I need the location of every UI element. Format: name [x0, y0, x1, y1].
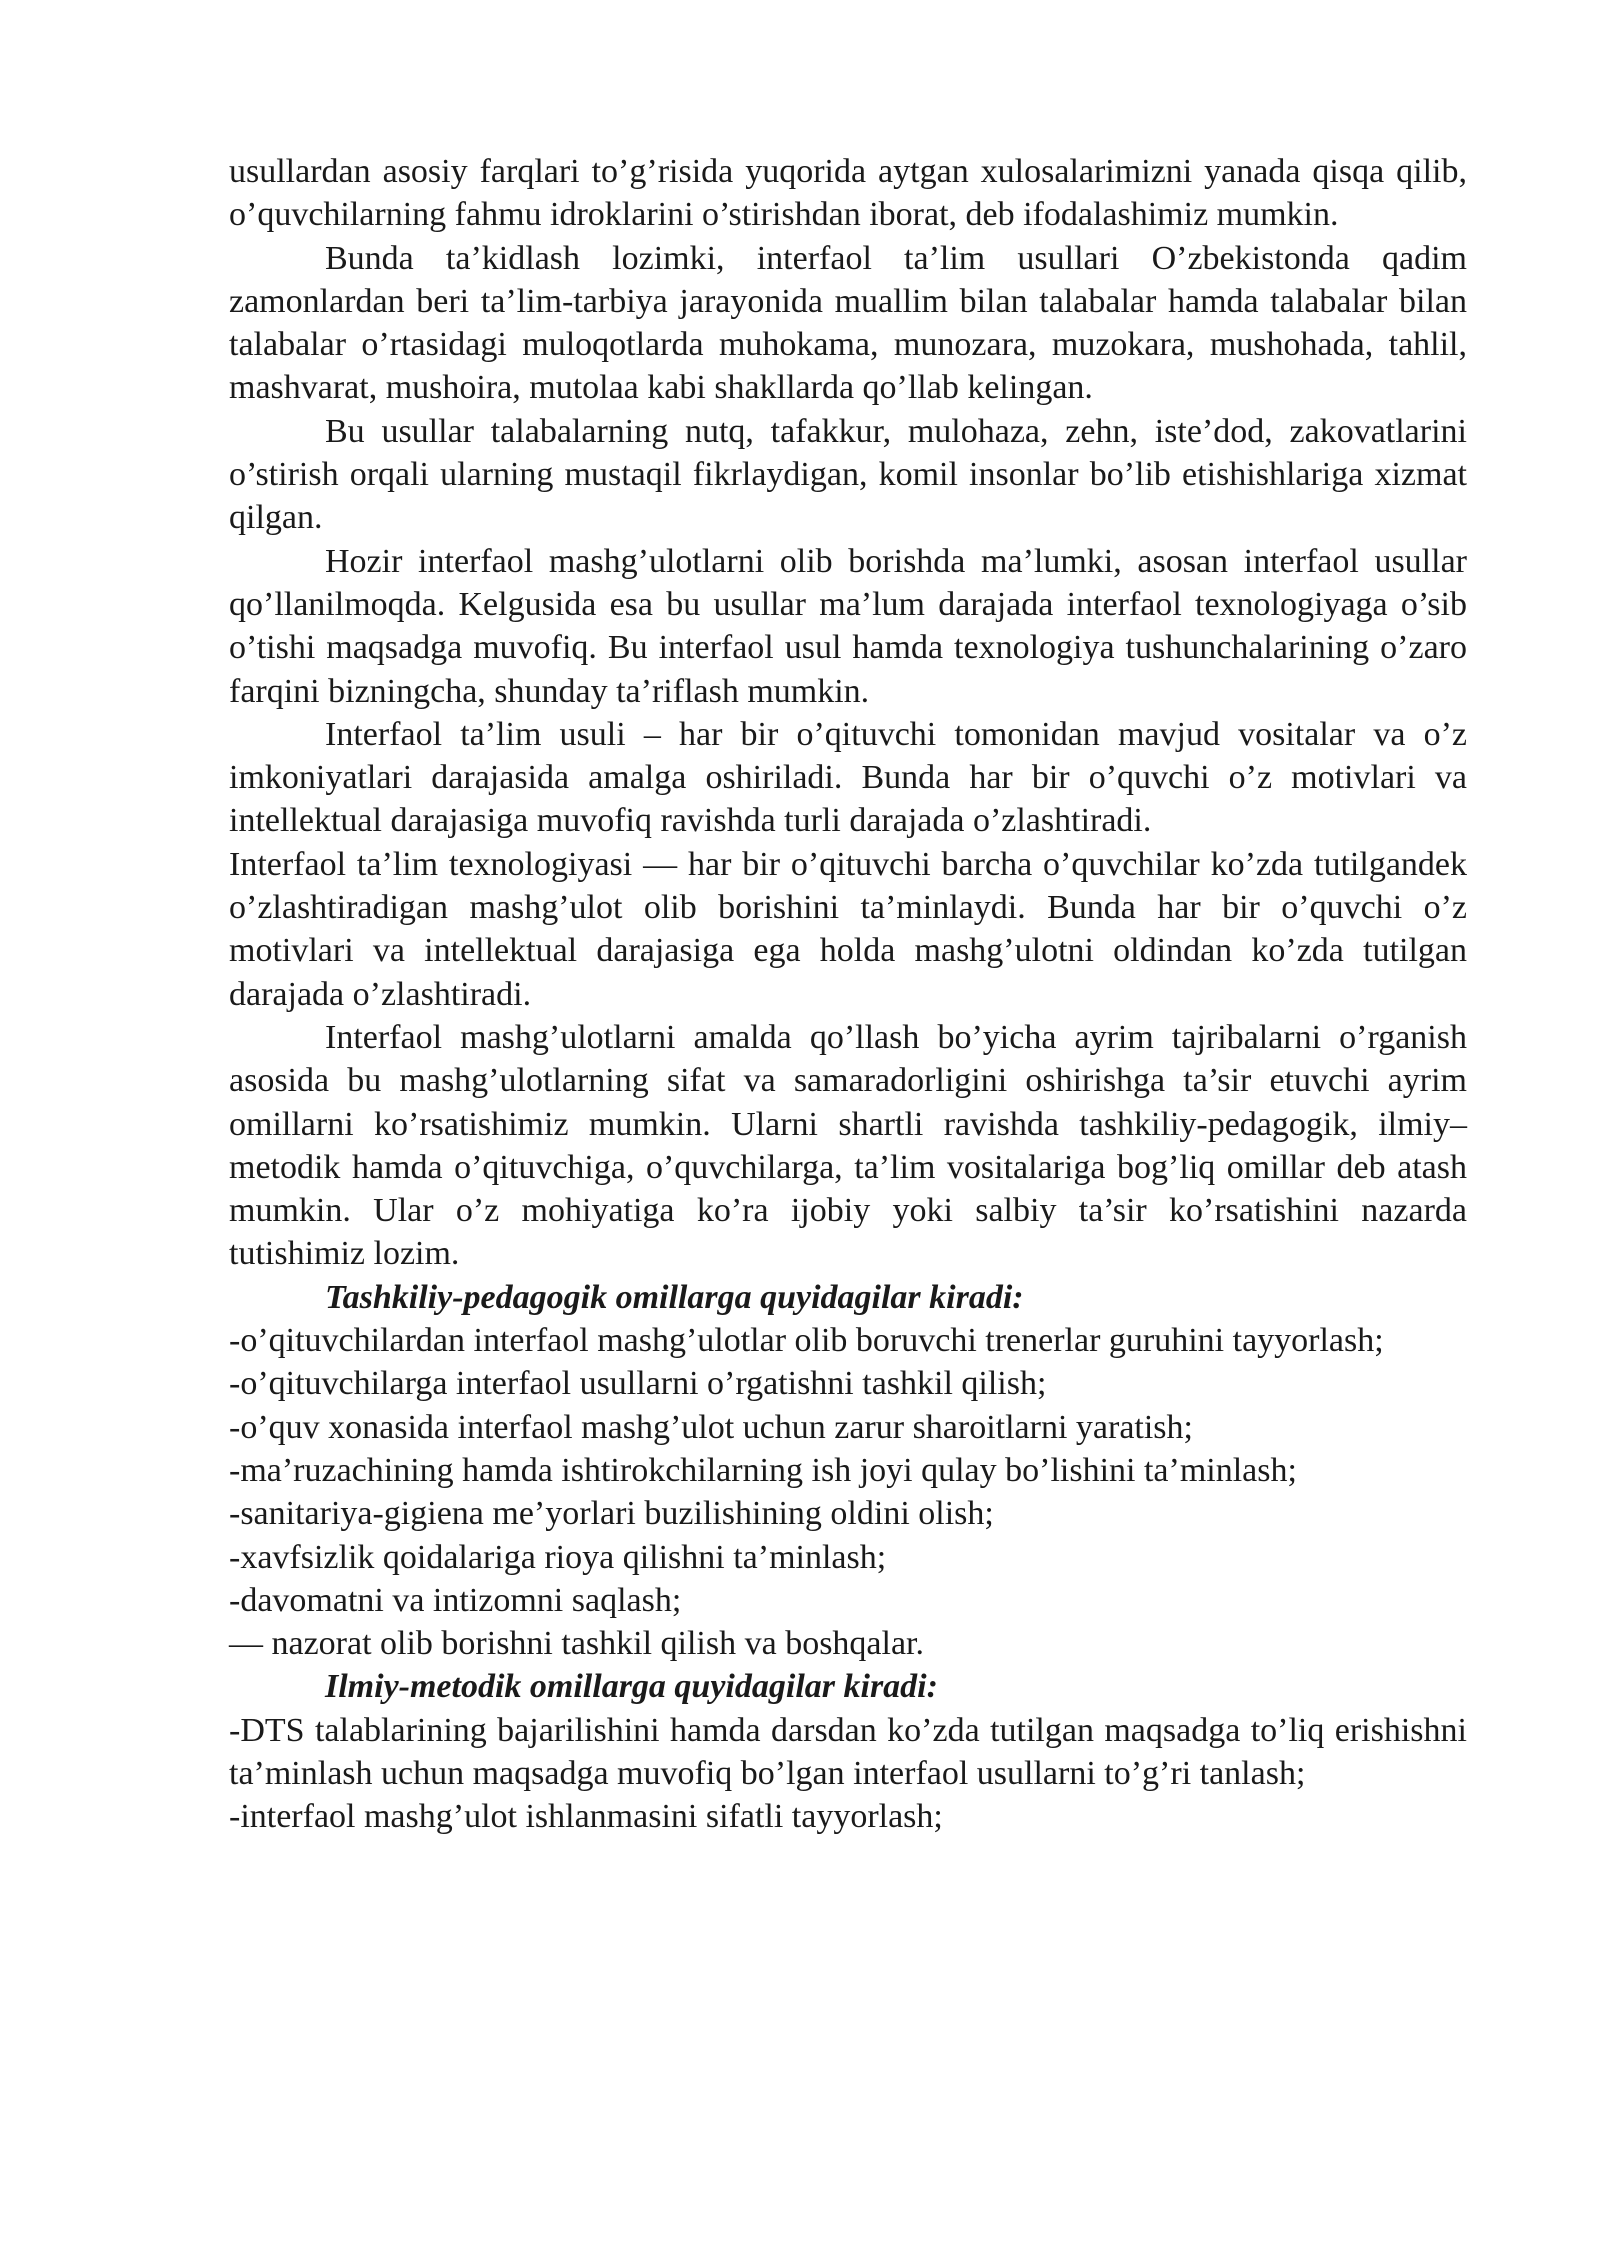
list-item: -davomatni va intizomni saqlash;	[229, 1581, 682, 1619]
list-item: -DTS talablarining bajarilishini hamda darsdan ko’zda tutilgan maqsadga to’liq erishishni ta’minlash uchun maqsadga muvofiq bo’lgan interfaol usullarni to’g’ri tanlash;	[229, 1711, 1467, 1792]
list-item: -o’qituvchilarga interfaol usullarni o’rgatishni tashkil qilish;	[229, 1365, 1047, 1403]
paragraph-4: Hozir interfaol mashg’ulotlarni olib borishda ma’lumki, asosan interfaol usullar qo’llanilmoqda. Kelgusida esa bu usullar ma’lum darajada interfaol texnologiyaga o’sib o’tishi maqsadga muvofiq. Bu interfaol usul hamda texnologiya tushunchalarining o’zaro farqini bizningcha, shunday ta’riflash mumkin.	[229, 542, 1467, 710]
list-item: -o’qituvchilardan interfaol mashg’ulotlar olib boruvchi trenerlar guruhini tayyorlash;	[229, 1322, 1384, 1360]
list-item: -sanitariya-gigiena me’yorlari buzilishining oldini olish;	[229, 1495, 994, 1533]
list-item: -o’quv xonasida interfaol mashg’ulot uchun zarur sharoitlarni yaratish;	[229, 1408, 1193, 1446]
paragraph-6: Interfaol ta’lim texnologiyasi — har bir o’qituvchi barcha o’quvchilar ko’zda tutilgandek o’zlashtiradigan mashg’ulot olib borishini ta’minlaydi. Bunda har bir o’quvchi o’z motivlari va intellektual darajasiga ega holda mashg’ulotni oldindan ko’zda tutilgan darajada o’zlashtiradi.	[229, 845, 1467, 1013]
document-page	[229, 150, 1467, 1839]
list-item: -ma’ruzachining hamda ishtirokchilarning ish joyi qulay bo’lishini ta’minlash;	[229, 1451, 1297, 1489]
list-item: -xavfsizlik qoidalariga rioya qilishni ta’minlash;	[229, 1538, 887, 1576]
list-item: — nazorat olib borishni tashkil qilish va boshqalar.	[229, 1625, 925, 1663]
section-heading-organizational: Tashkiliy-pedagogik omillarga quyidagilar kiradi:	[325, 1278, 1024, 1316]
paragraph-2: Bunda ta’kidlash lozimki, interfaol ta’lim usullari O’zbekistonda qadim zamonlardan beri ta’lim-tarbiya jarayonida muallim bilan talabalar hamda talabalar bilan talabalar o’rtasidagi muloqotlarda muhokama, munozara, muzokara, mushohada, tahlil, mashvarat, mushoira, mutolaa kabi shakllarda qo’llab kelingan.	[229, 239, 1467, 407]
paragraph-5: Interfaol ta’lim usuli – har bir o’qituvchi tomonidan mavjud vositalar va o’z imkoniyatlari darajasida amalga oshiriladi. Bunda har bir o’quvchi o’z motivlari va intellektual darajasiga muvofiq ravishda turli darajada o’zlashtiradi.	[229, 715, 1467, 840]
paragraph-7: Interfaol mashg’ulotlarni amalda qo’llash bo’yicha ayrim tajribalarni o’rganish asosida bu mashg’ulotlarning sifat va samaradorligini oshirishga ta’sir etuvchi ayrim omillarni ko’rsatishimiz mumkin. Ularni shartli ravishda tashkiliy-pedagogik, ilmiy–metodik hamda o’qituvchiga, o’quvchilarga, ta’lim vositalariga bog’liq omillar deb atash mumkin. Ular o’z mohiyatiga ko’ra ijobiy yoki salbiy ta’sir ko’rsatishini nazarda tutishimiz lozim.	[229, 1018, 1467, 1273]
section-heading-methodical: Ilmiy-metodik omillarga quyidagilar kiradi:	[325, 1668, 938, 1706]
list-item: -interfaol mashg’ulot ishlanmasini sifatli tayyorlash;	[229, 1798, 943, 1836]
paragraph-3: Bu usullar talabalarning nutq, tafakkur, mulohaza, zehn, iste’dod, zakovatlarini o’stirish orqali ularning mustaqil fikrlaydigan, komil insonlar bo’lib etishishlariga xizmat qilgan.	[229, 412, 1467, 537]
paragraph-1: usullardan asosiy farqlari to’g’risida yuqorida aytgan xulosalarimizni yanada qisqa qilib, o’quvchilarning fahmu idroklarini o’stirishdan iborat, deb ifodalashimiz mumkin.	[229, 153, 1467, 234]
